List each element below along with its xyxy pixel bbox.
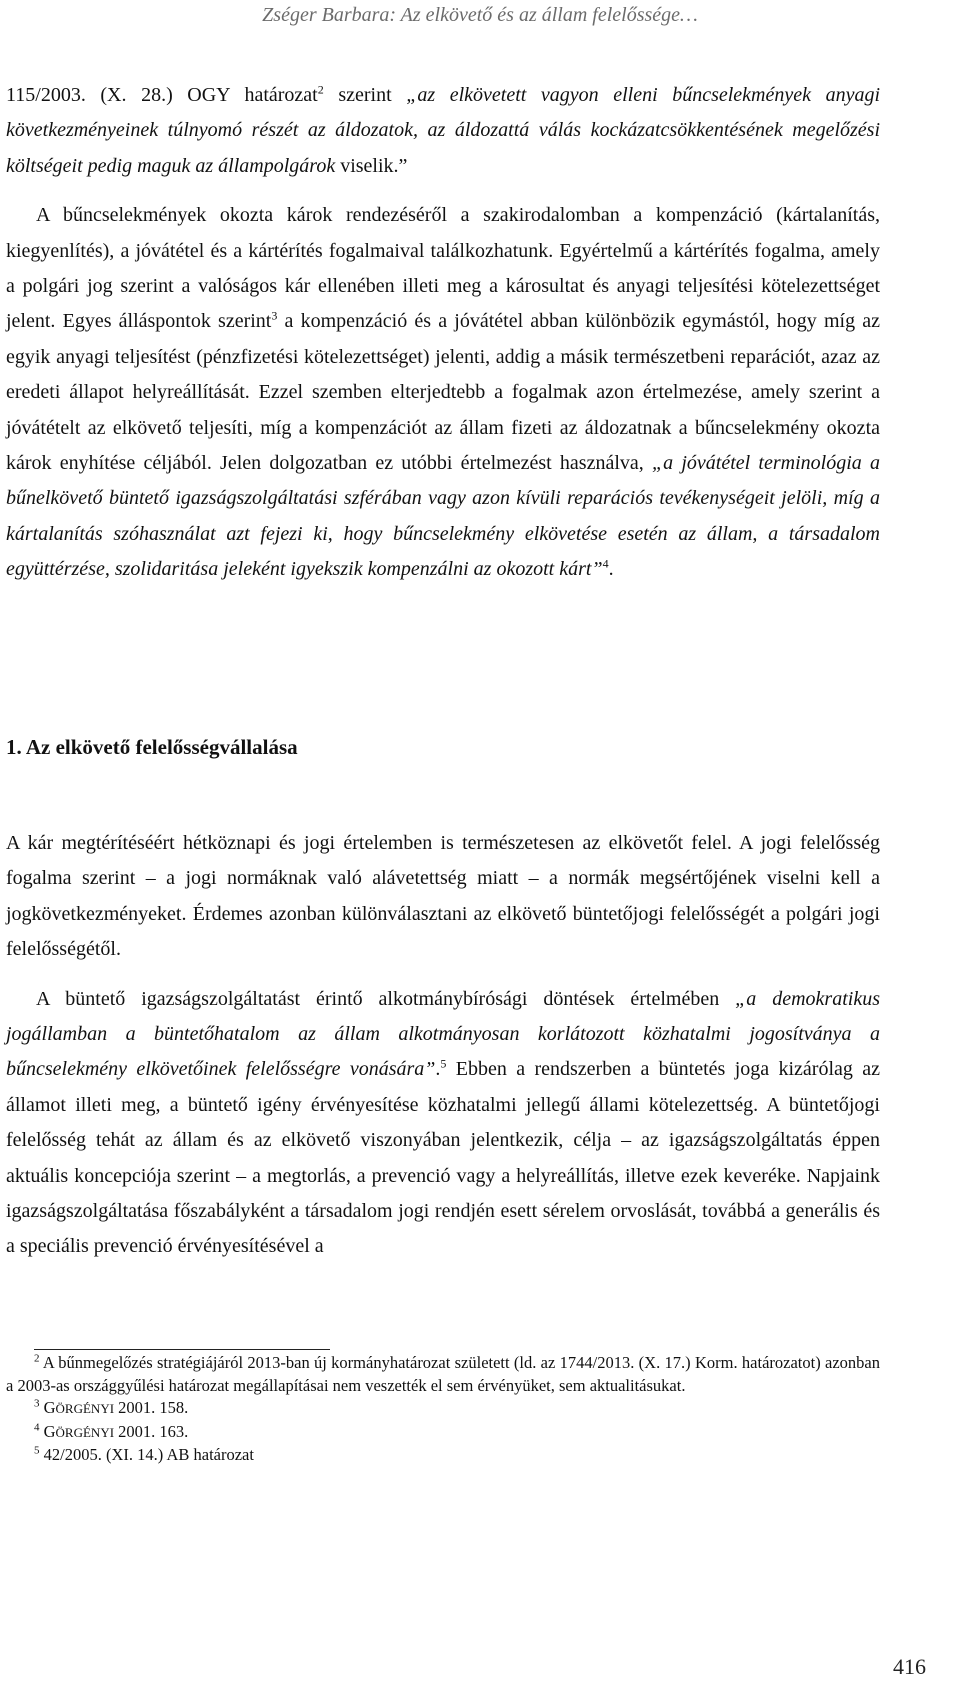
citation-text: 2001. 158.	[114, 1398, 189, 1417]
footnote-2	[6, 1352, 880, 1397]
footnotes	[6, 1352, 880, 1467]
footnote-ref-2[interactable]: 2	[317, 82, 324, 97]
citation-text: 2001. 163.	[114, 1421, 189, 1441]
author-smallcaps: ÖRGÉNYI	[55, 1401, 115, 1416]
text-run: viselik.”	[335, 154, 408, 177]
page-number: 416	[893, 1654, 926, 1679]
footnote-5	[6, 1444, 880, 1467]
footnote-4	[6, 1421, 880, 1445]
footnote-number: 5	[34, 1444, 40, 1457]
footnote-number: 3	[34, 1397, 40, 1410]
footnote-ref-4[interactable]: 4	[602, 556, 609, 571]
text-run: Ebben a rendszerben a büntetés joga kizárólag az államot illeti meg, a büntető igény érvényesítése közhatalmi jellegű állami kötelezettség. A büntetőjogi felelősség tehát az állam és az elkövető viszonyában jelentkezik, célja – az igazságszolgáltatás éppen aktuális koncepciója szerint – a megtorlás, a prevenció vagy a helyreállítás, illetve ezek keveréke. Napjaink igazságszolgáltatása főszabályként a társadalom jogi rendjén esett sérelem orvoslását, továbbá a generális és a speciális prevenció érvényesítésével a	[6, 1058, 881, 1258]
text-run: a kompenzáció és a jóvátétel abban különbözik egymástól, hogy míg az egyik anyagi teljesítést (pénzfizetési kötelezettséget) jelenti, addig a másik természetbeni reparációt, azaz az eredeti állapot helyreállítását. Ezzel szemben elterjedtebb a fogalmak azon értelmezése, amely szerint a jóvátételt az elkövető teljesíti, míg a kompenzációt az állam fizeti az áldozatnak a bűncselekmény okozta károk enyhítése céljából. Jelen dolgozatban ez utóbbi értelmezést használva,	[6, 310, 880, 475]
footnote-number: 2	[34, 1352, 40, 1365]
text-run: 115/2003. (X. 28.) OGY határozat	[6, 84, 318, 106]
paragraph-ogy-resolution	[6, 78, 880, 184]
text-run: .	[435, 1058, 441, 1081]
footnote-ref-5[interactable]: 5	[440, 1056, 447, 1071]
author-smallcaps: ÖRGÉNYI	[55, 1424, 115, 1440]
paragraph-criminal-justice	[6, 982, 880, 1265]
section-heading: 1. Az elkövető felelősségvállalása	[6, 735, 298, 759]
quotation: „a jóvátétel terminológia a bűnelkövető büntető igazságszolgáltatási szférában vagy azon kívüli reparációs tevékenységeit jelöli, míg a kártalanítás szóhasználat azt fejezi ki, hogy bűncselekmény elkövetése esetén az állam, a társadalom együttérzése, szolidaritása jeleként igyekszik kompenzálni az okozott kárt”	[6, 452, 880, 581]
footnote-ref-3[interactable]: 3	[271, 308, 278, 323]
text-run: A bűncselekmények okozta károk rendezéséről a szakirodalomban a kompenzáció (kártalanítás, kiegyenlítés), a jóvátétel és a kártérítés fogalmaival találkozhatunk. Egyértelmű a kártérítés fogalma, amely a polgári jog szerint a valóságos kár ellenében illeti meg a károsultat és anyagi teljesítési kötelezettséget jelent. Egyes álláspontok szerint	[6, 204, 880, 333]
running-header: Zséger Barbara: Az elkövető és az állam felelőssége…	[262, 4, 698, 26]
author-initial: G	[43, 1421, 56, 1441]
footnote-text: 42/2005. (XI. 14.) AB határozat	[39, 1445, 254, 1464]
section-intro	[6, 78, 880, 588]
footnote-3	[6, 1397, 880, 1421]
footnote-separator	[34, 1349, 330, 1350]
text-run: .	[608, 558, 614, 581]
text-run: A büntető igazságszolgáltatást érintő alkotmánybírósági döntések értelmében	[36, 987, 736, 1010]
paragraph-liability: A kár megtérítéséért hétköznapi és jogi értelemben is természetesen az elkövetőt felel. A jogi felelősség fogalma szerint – a jogi normáknak való alávetettség miatt – a normák megsértőjének viselni kell a jogkövetkezményeket. Érdemes azonban különválasztani az elkövető büntetőjogi felelősségét a polgári jogi felelősségétől.	[6, 832, 880, 961]
quotation: „a demokratikus jogállamban a büntetőhatalom az állam alkotmányosan korlátozott közhatalmi jogosítványa a bűncselekmény elkövetőinek felelősségre vonására”	[6, 987, 880, 1081]
author-initial: G	[43, 1398, 56, 1417]
quotation: „az elkövetett vagyon elleni bűncselekmények anyagi következményeinek túlnyomó részét az áldozatok, az áldozattá válás kockázatcsökkentésének megelőzési költségeit pedig maguk az állampolgárok	[6, 84, 881, 177]
section-offender-responsibility	[6, 826, 880, 1265]
footnote-number: 4	[34, 1421, 40, 1433]
text-run: szerint	[323, 84, 407, 106]
paragraph-compensation	[6, 198, 880, 587]
footnote-text: A bűnmegelőzés stratégiájáról 2013-ban új kormányhatározat született (ld. az 1744/2013. (X. 17.) Korm. határozatot) azonban a 2003-as országgyűlési határozat megállapításai nem veszették el sem érvényüket, sem aktualitásukat.	[6, 1353, 880, 1395]
